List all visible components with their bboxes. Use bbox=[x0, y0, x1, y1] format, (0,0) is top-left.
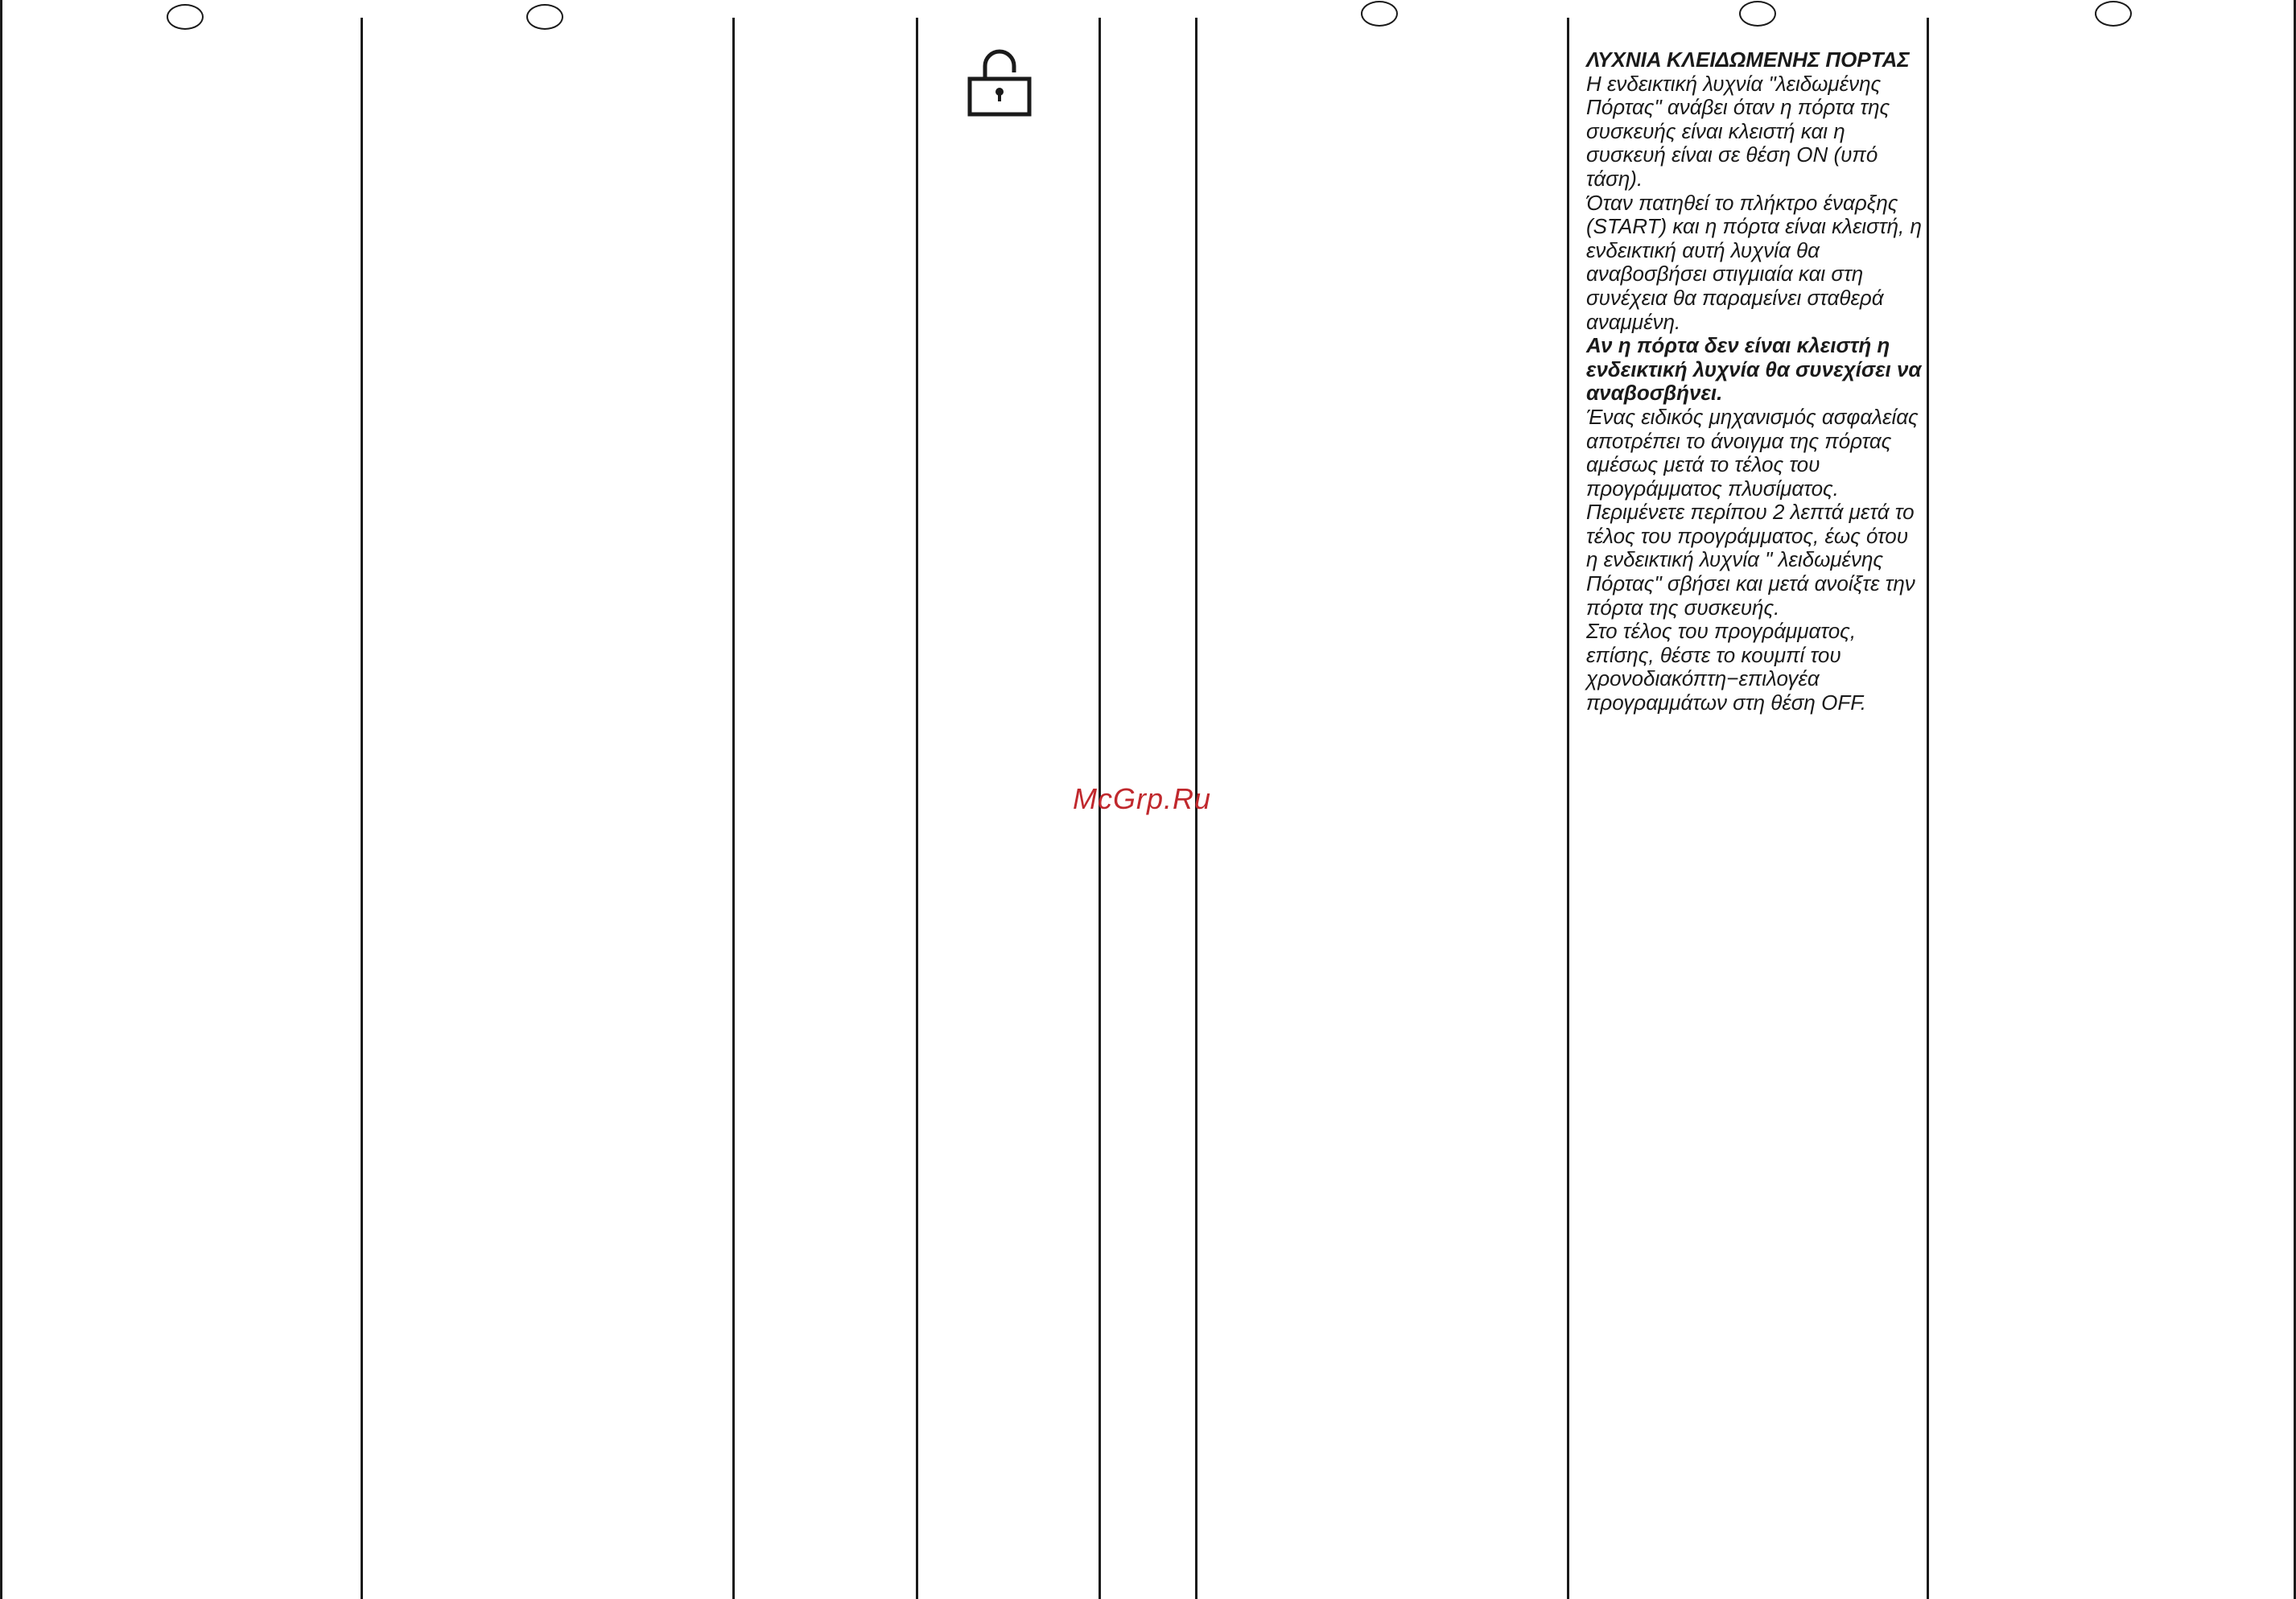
padlock-icon bbox=[967, 47, 1032, 117]
column-rule-1 bbox=[361, 18, 363, 1599]
watermark: McGrp.Ru bbox=[1073, 782, 1212, 815]
column-rule-left-edge bbox=[0, 0, 2, 1599]
section-heading: ΛΥΧΝΙΑ ΚΛΕΙΔΩΜΕΝΗΣ ΠΟΡΤΑΣ bbox=[1586, 47, 1910, 72]
section-paragraph: Ένας ειδικός μηχανισμός ασφαλείας αποτρέπει το άνοιγμα της πόρτας αμέσως μετά το τέλος του προγράμματος πλυσίματος. bbox=[1586, 404, 1919, 501]
binder-hole-icon bbox=[1739, 1, 1776, 27]
section-paragraph: Η ενδεικτική λυχνία "λειδωμένης Πόρτας" ανάβει όταν η πόρτα της συσκευής είναι κλειστή και η συσκευή είναι σε θέση ON (υπό τάση). bbox=[1586, 71, 1890, 191]
binder-hole-icon bbox=[1361, 1, 1398, 27]
binder-hole-icon bbox=[2095, 1, 2132, 27]
binder-hole-icon bbox=[526, 4, 563, 30]
section-paragraph: Όταν πατηθεί το πλήκτρο έναρξης (START) και η πόρτα είναι κλειστή, η ενδεικτική αυτή λυχνία θα αναβοσβήσει στιγμιαία και στη συνέχεια θα παραμείνει σταθερά αναμμένη. bbox=[1586, 190, 1922, 334]
door-lock-light-section bbox=[1586, 48, 1924, 715]
section-paragraph: Περιμένετε περίπου 2 λεπτά μετά το τέλος του προγράμματος, έως ότου η ενδεικτική λυχνία " λειδωμένης Πόρτας" σβήσει και μετά ανοίξτε την πόρτα της συσκευής. bbox=[1586, 500, 1915, 620]
section-warning: Αν η πόρτα δεν είναι κλειστή η ενδεικτική λυχνία θα συνεχίσει να αναβοσβήνει. bbox=[1586, 333, 1922, 406]
binder-hole-icon bbox=[167, 4, 204, 30]
column-rule-3 bbox=[916, 18, 918, 1599]
section-paragraph: Στο τέλος του προγράμματος, επίσης, θέστε το κουμπί του χρονοδιακόπτη−επιλογέα προγραμμάτων στη θέση OFF. bbox=[1586, 619, 1866, 715]
column-rule-6 bbox=[1567, 18, 1569, 1599]
column-rule-2 bbox=[732, 18, 735, 1599]
column-rule-7 bbox=[1927, 18, 1929, 1599]
